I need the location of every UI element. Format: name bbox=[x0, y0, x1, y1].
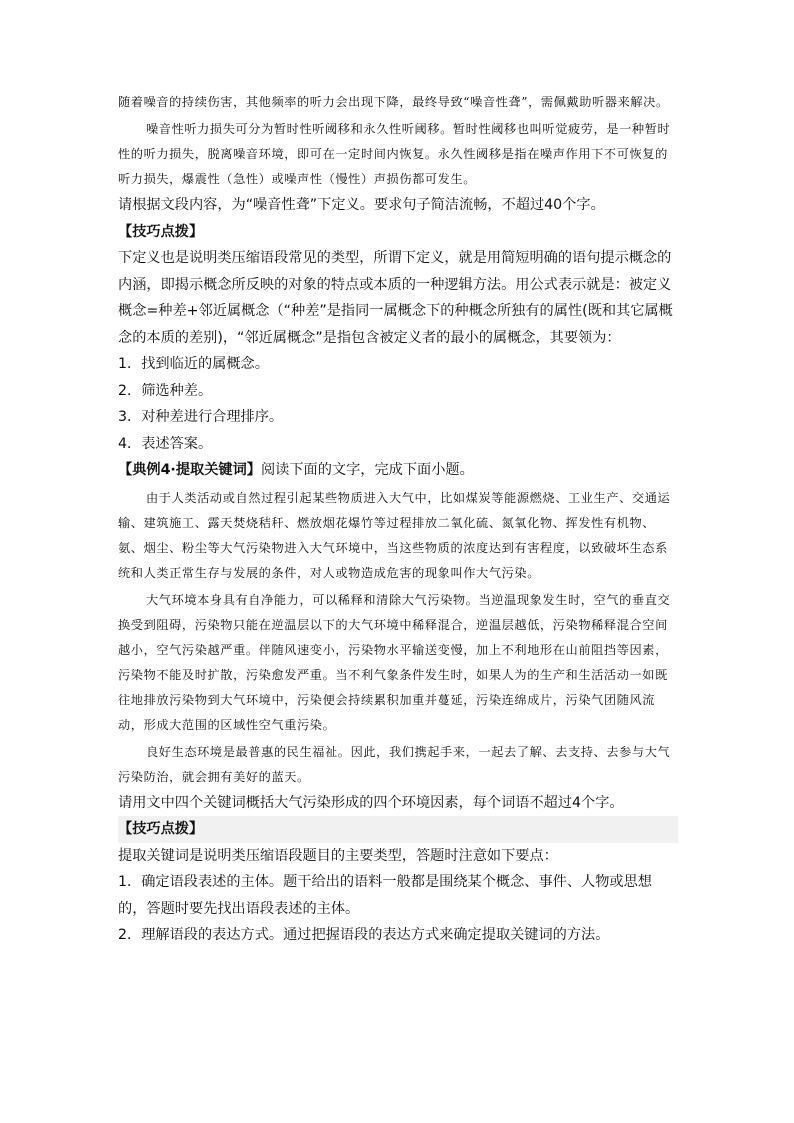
document-content bbox=[118, 90, 678, 949]
example4-instruction: 阅读下面的文字，完成下面小题。 bbox=[260, 462, 474, 478]
passage2-paragraph1: 由于人类活动或自然过程引起某些物质进入大气中，比如煤炭等能源燃烧、工业生产、交通运输、建筑施工、露天焚烧秸秆、燃放烟花爆竹等过程排放二氧化硫、氮氧化物、挥发性有机物、氨、烟尘、粉尘等大气污染物进入大气环境中，当这些物质的浓度达到有害程度，以致破坏生态系统和人类正常生存与发展的条件，对人或物造成危害的现象叫作大气污染。 bbox=[118, 490, 671, 580]
tip2-step-2: 2．理解语段的表达方式。通过把握语段的表达方式来确定提取关键词的方法。 bbox=[118, 927, 610, 943]
question-1: 请根据文段内容，为“噪音性聋”下定义。要求句子简洁流畅，不超过40个字。 bbox=[118, 197, 605, 213]
tip2-step-1: 1．确定语段表述的主体。题干给出的语料一般都是围绕某个概念、事件、人物或思想的，答题时要先找出语段表述的主体。 bbox=[118, 874, 652, 917]
tip1-step-3: 3．对种差进行合理排序。 bbox=[118, 409, 284, 425]
tip1-body: 下定义也是说明类压缩语段常见的类型，所谓下定义，就是用简短明确的语句提示概念的内涵，即揭示概念所反映的对象的特点或本质的一种逻辑方法。用公式表示就是：被定义概念=种差+邻近属概念（“种差”是指同一属概念下的种概念所独有的属性(既和其它属概念的本质的差别)，“邻近属概念”是指包含被定义者的最小的属概念，其要领为： bbox=[118, 250, 673, 346]
tip1-step-4: 4．表述答案。 bbox=[118, 435, 213, 452]
example4-header bbox=[118, 457, 678, 484]
question-2: 请用文中四个关键词概括大气污染形成的四个环境因素，每个词语不超过4个字。 bbox=[118, 794, 624, 811]
tip1-heading: 【技巧点拨】 bbox=[118, 223, 204, 240]
tip1-step-1: 1．找到临近的属概念。 bbox=[118, 356, 269, 372]
passage1-paragraph2: 噪音性听力损失可分为暂时性听阈移和永久性听阈移。暂时性阈移也叫听觉疲劳，是一种暂时性的听力损失，脱离噪音环境，即可在一定时间内恢复。永久性阈移是指在噪声作用下不可恢复的听力损失，爆震性（急性）或噪声性（慢性）声损伤都可发生。 bbox=[118, 122, 671, 186]
example4-label: 【典例4·提取关键词】 bbox=[118, 462, 261, 478]
tip2-body: 提取关键词是说明类压缩语段题目的主要类型，答题时注意如下要点： bbox=[118, 847, 558, 864]
passage2-paragraph3: 良好生态环境是最普惠的民生福祉。因此，我们携起手来，一起去了解、去支持、去参与大气污染防治，就会拥有美好的蓝天。 bbox=[118, 744, 671, 784]
passage1-paragraph1: 随着噪音的持续伤害，其他频率的听力会出现下降，最终导致“噪音性聋”，需佩戴助听器来解决。 bbox=[118, 95, 669, 109]
passage2-paragraph2: 大气环境本身具有自净能力，可以稀释和清除大气污染物。当逆温现象发生时，空气的垂直交换受到阻碍，污染物只能在逆温层以下的大气环境中稀释混合，逆温层越低，污染物稀释混合空间越小，空气污染越严重。伴随风速变小，污染物水平输送变慢，加上不利地形在山前阻挡等因素，污染物不能及时扩散，污染愈发严重。当不利气象条件发生时，如果人为的生产和生活活动一如既往地排放污染物到大气环境中，污染便会持续累积加重并蔓延，污染连绵成片，污染气团随风流动，形成大范围的区域性空气重污染。 bbox=[118, 592, 671, 732]
tip1-step-2: 2．筛选种差。 bbox=[118, 382, 213, 399]
tip2-heading: 【技巧点拨】 bbox=[118, 816, 678, 843]
